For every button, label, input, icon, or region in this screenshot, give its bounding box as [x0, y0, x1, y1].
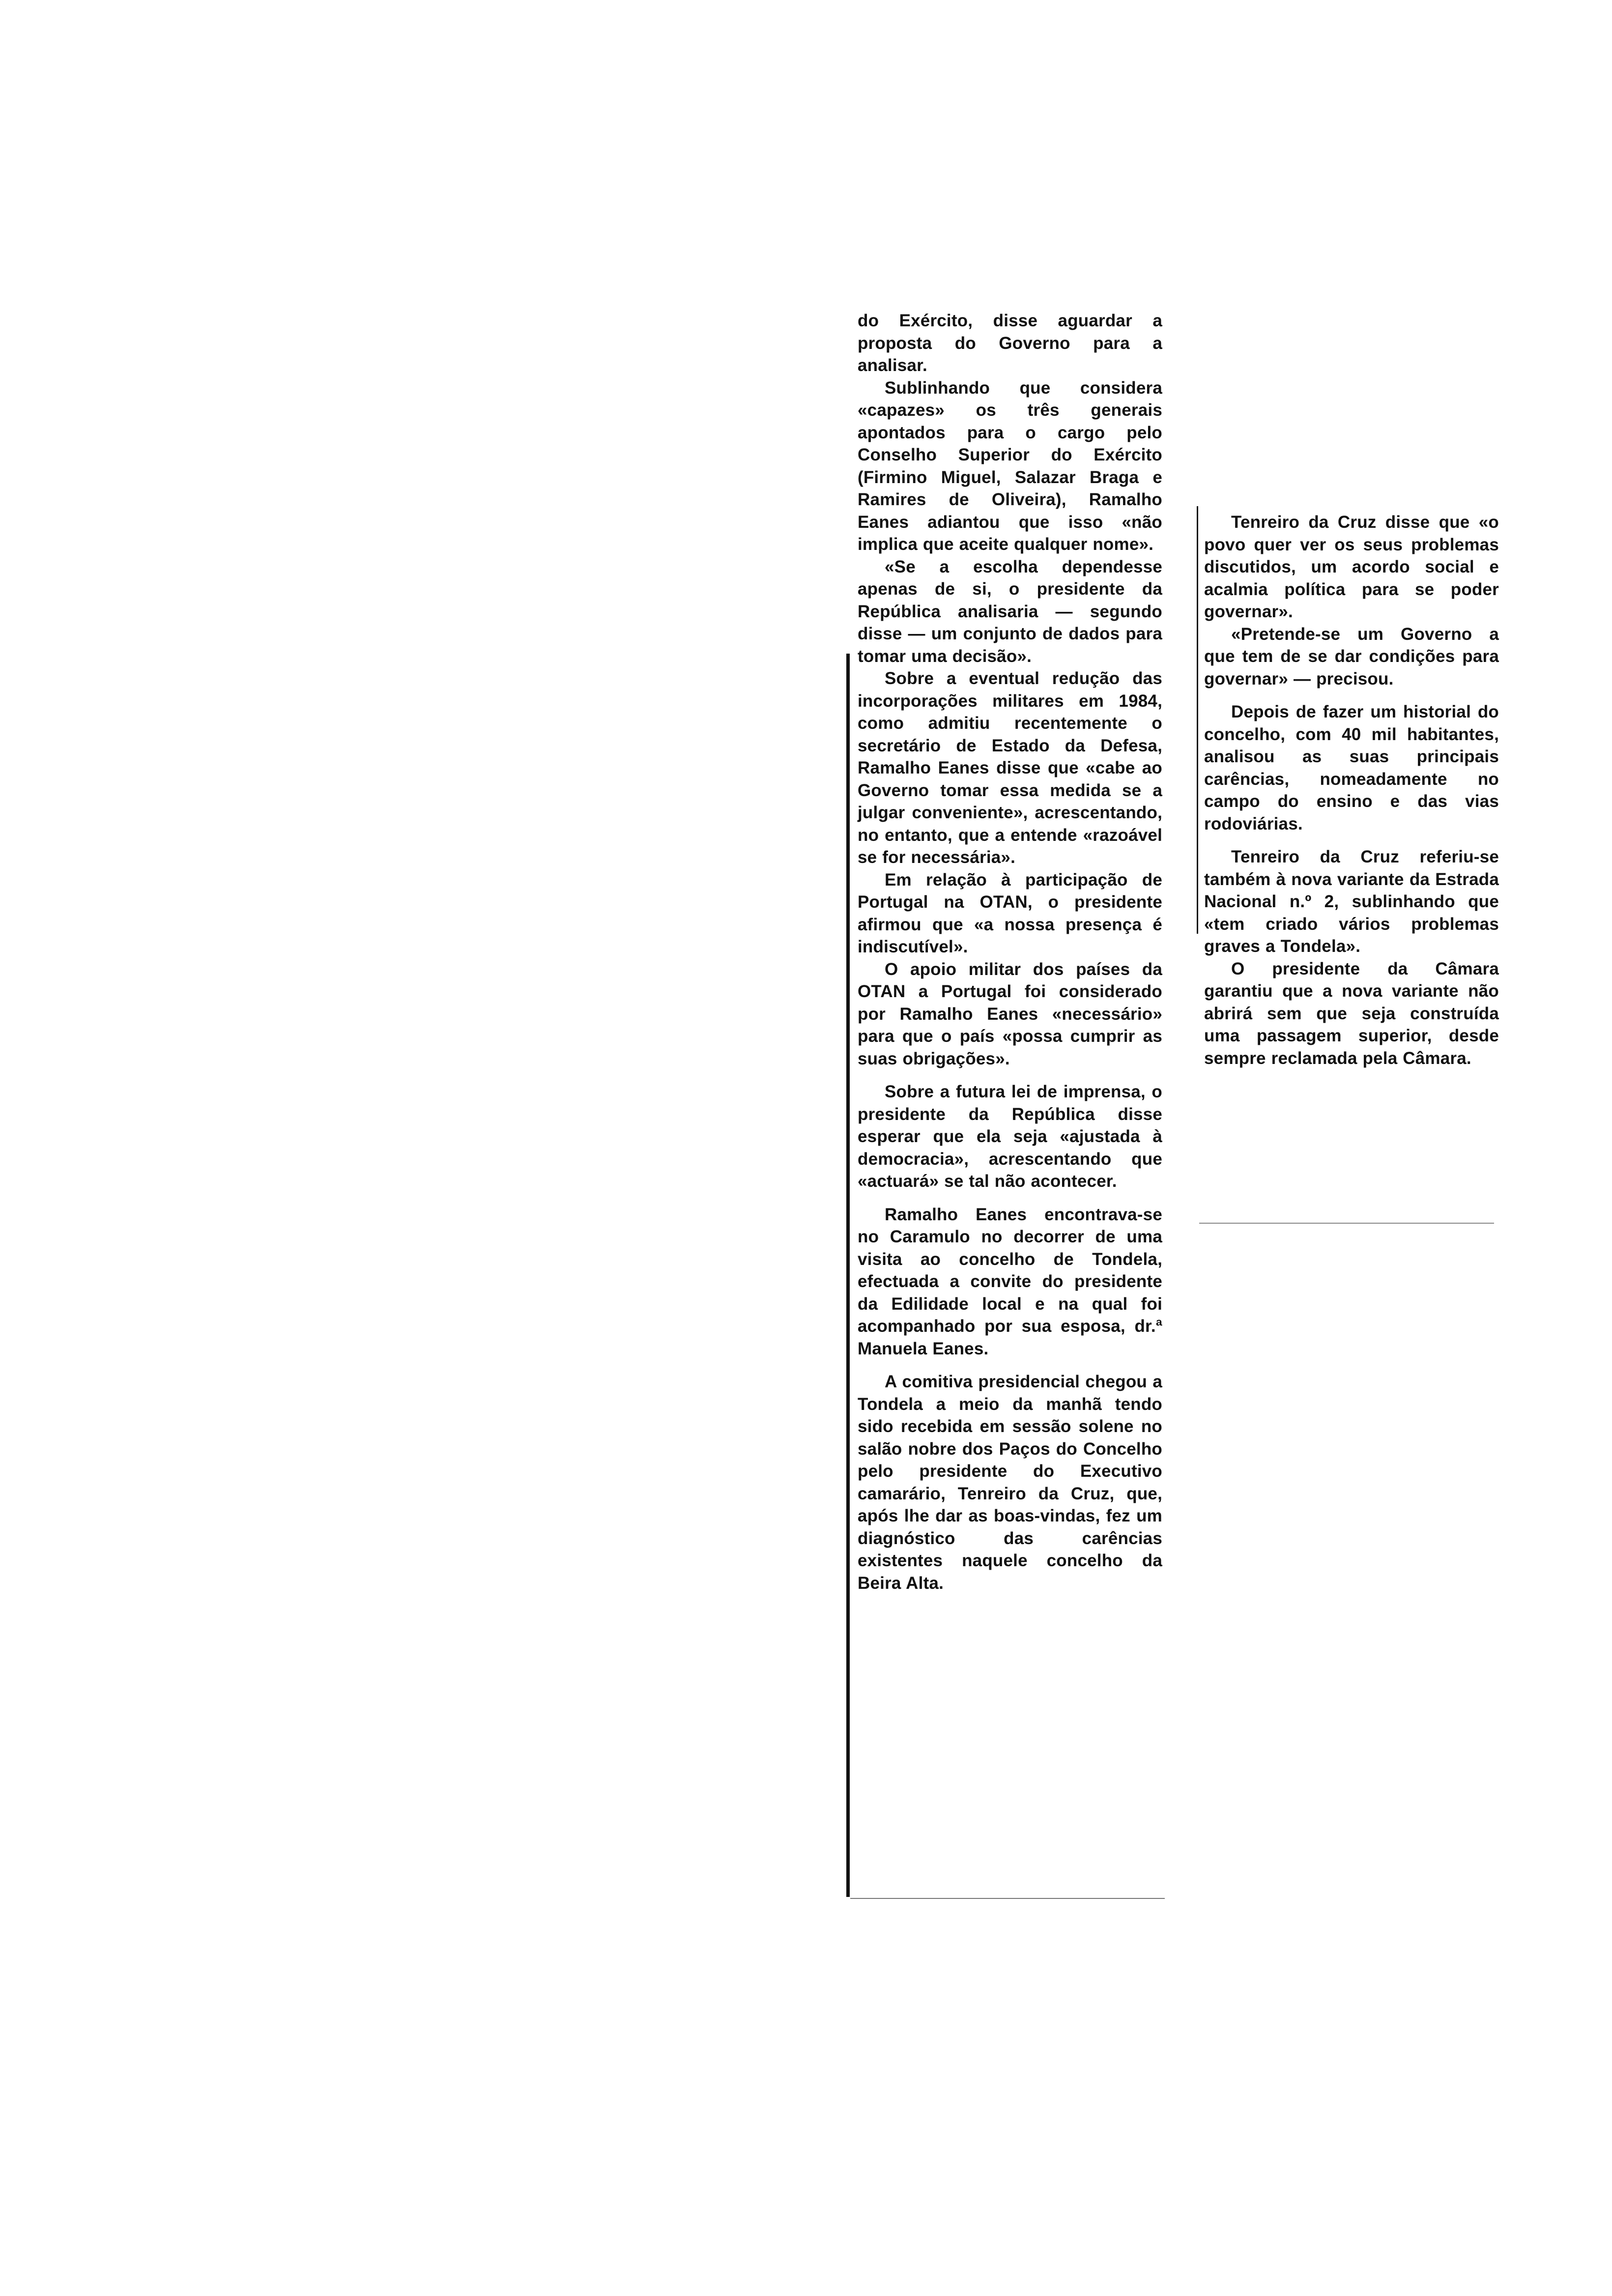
paragraph: Tenreiro da Cruz disse que «o povo quer ver os seus problemas discutidos, um acordo social e acalmia política para se poder governar». [1204, 513, 1499, 621]
paragraph: Sobre a futura lei de imprensa, o presidente da República disse esperar que ela seja «ajustada à democracia», acrescentando que «actuará» se tal não acontecer. [858, 1082, 1162, 1191]
paragraph: Em relação à participação de Portugal na OTAN, o presidente afirmou que «a nossa presença é indiscutível». [858, 870, 1162, 956]
paragraph: Depois de fazer um historial do concelho, com 40 mil habitantes, analisou as suas principais carências, nomeadamente no campo do ensino e das vias rodoviárias. [1204, 702, 1499, 833]
paragraph: «Se a escolha dependesse apenas de si, o presidente da República analisaria — segundo disse — um conjunto de dados para tomar uma decisão». [858, 557, 1162, 666]
paragraph: do Exército, disse aguardar a proposta do Governo para a analisar. [858, 311, 1162, 375]
column-rule-right [1197, 506, 1198, 934]
paragraph: «Pretende-se um Governo a que tem de se dar condições para governar» — precisou. [1204, 624, 1499, 689]
column-bottom-rule [850, 1898, 1165, 1899]
paragraph: A comitiva presidencial chegou a Tondela a meio da manhã tendo sido recebida em sessão solene no salão nobre dos Paços do Concelho pelo presidente do Executivo camarário, Tenreiro da Cruz, que, após lhe dar as boas-vindas, fez um diagnóstico das carências existentes naquele concelho da Beira Alta. [858, 1372, 1162, 1593]
article-column-right [1204, 511, 1499, 1069]
paragraph: Ramalho Eanes encontrava-se no Caramulo no decorrer de uma visita ao concelho de Tondela, efectuada a convite do presidente da Edilidade local e na qual foi acompanhado por sua esposa, dr.ª Manuela Eanes. [858, 1205, 1162, 1358]
paragraph: Tenreiro da Cruz referiu-se também à nova variante da Estrada Nacional n.º 2, sublinhando que «tem criado vários problemas graves a Tondela». [1204, 847, 1499, 956]
paragraph: O apoio militar dos países da OTAN a Portugal foi considerado por Ramalho Eanes «necessário» para que o país «possa cumprir as suas obrigações». [858, 959, 1162, 1068]
paragraph: Sublinhando que considera «capazes» os três generais apontados para o cargo pelo Conselho Superior do Exército (Firmino Miguel, Salazar Braga e Ramires de Oliveira), Ramalho Eanes adiantou que isso «não implica que aceite qualquer nome». [858, 378, 1162, 554]
right-column-bottom-rule [1199, 1223, 1494, 1224]
article-column-left [858, 310, 1162, 1594]
paragraph: O presidente da Câmara garantiu que a nova variante não abrirá sem que seja construída uma passagem superior, desde sempre reclamada pela Câmara. [1204, 959, 1499, 1068]
column-rule-left [846, 654, 850, 1897]
paragraph: Sobre a eventual redução das incorporações militares em 1984, como admitiu recentemente o secretário de Estado da Defesa, Ramalho Eanes disse que «cabe ao Governo tomar essa medida se a julgar conveniente», acrescentando, no entanto, que a entende «razoável se for necessária». [858, 669, 1162, 867]
